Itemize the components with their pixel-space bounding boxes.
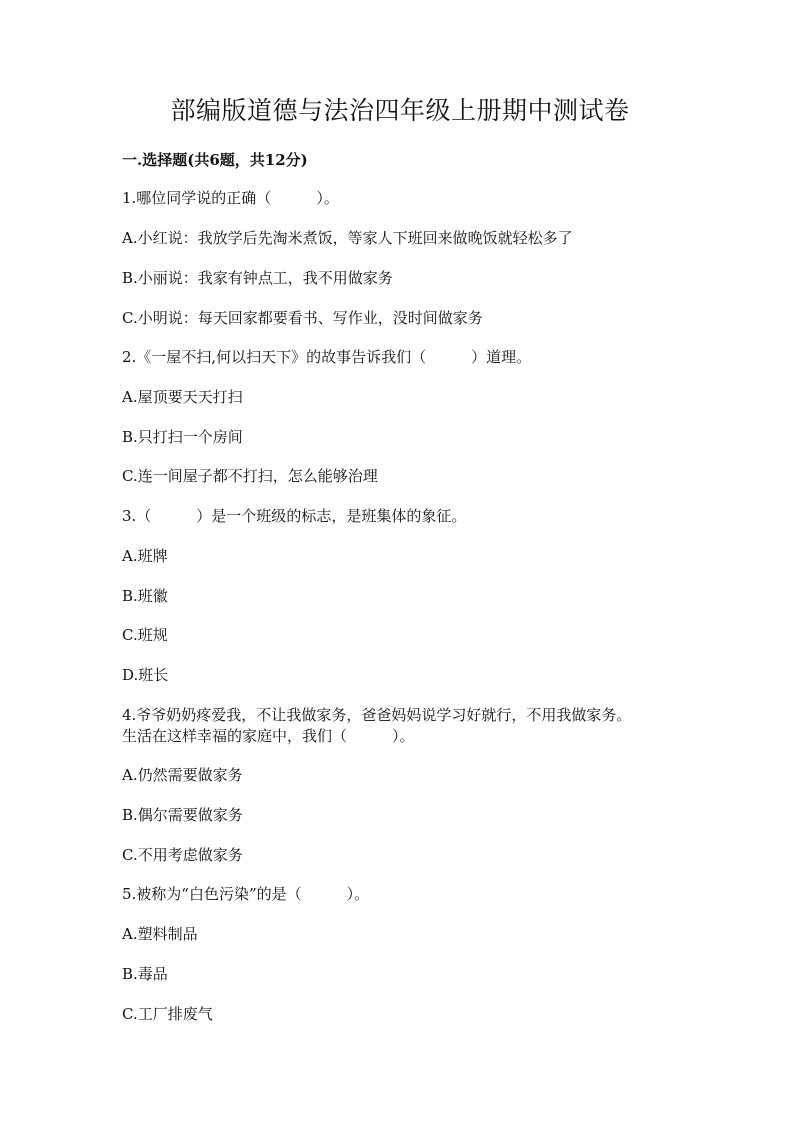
- question-2-option-a: A.屋顶要天天打扫: [122, 388, 243, 406]
- question-2-stem: 2.《一屋不扫,何以扫天下》的故事告诉我们（ ）道理。: [122, 348, 532, 366]
- question-3-option-c: C.班规: [122, 626, 168, 644]
- question-3-option-d: D.班长: [122, 666, 169, 684]
- page-title: 部编版道德与法治四年级上册期中测试卷: [170, 96, 630, 125]
- question-1-option-a: A.小红说：我放学后先淘米煮饭，等家人下班回来做晚饭就轻松多了: [122, 229, 573, 247]
- question-1-stem: 1.哪位同学说的正确（ ）。: [122, 189, 339, 207]
- question-5-option-a: A.塑料制品: [122, 925, 198, 943]
- question-5-option-c: C.工厂排废气: [122, 1005, 213, 1023]
- question-3-option-b: B.班徽: [122, 587, 168, 605]
- question-5-stem: 5.被称为“白色污染”的是（ ）。: [122, 885, 370, 903]
- question-3-option-a: A.班牌: [122, 547, 168, 565]
- question-4-stem-line-2: 生活在这样幸福的家庭中，我们（ ）。: [122, 727, 415, 745]
- question-1-option-c: C.小明说：每天回家都要看书、写作业，没时间做家务: [122, 309, 483, 327]
- question-4-option-c: C.不用考虑做家务: [122, 846, 243, 864]
- question-4-option-b: B.偶尔需要做家务: [122, 806, 243, 824]
- question-4-option-a: A.仍然需要做家务: [122, 766, 243, 784]
- section-heading: 一.选择题(共6题，共12分): [122, 151, 308, 169]
- question-3-stem: 3.（ ）是一个班级的标志，是班集体的象征。: [122, 507, 467, 525]
- question-2-option-c: C.连一间屋子都不打扫，怎么能够治理: [122, 467, 378, 485]
- question-4-stem-line-1: 4.爷爷奶奶疼爱我，不让我做家务，爸爸妈妈说学习好就行，不用我做家务。: [122, 706, 632, 724]
- question-1-option-b: B.小丽说：我家有钟点工，我不用做家务: [122, 269, 393, 287]
- question-5-option-b: B.毒品: [122, 965, 168, 983]
- question-2-option-b: B.只打扫一个房间: [122, 428, 243, 446]
